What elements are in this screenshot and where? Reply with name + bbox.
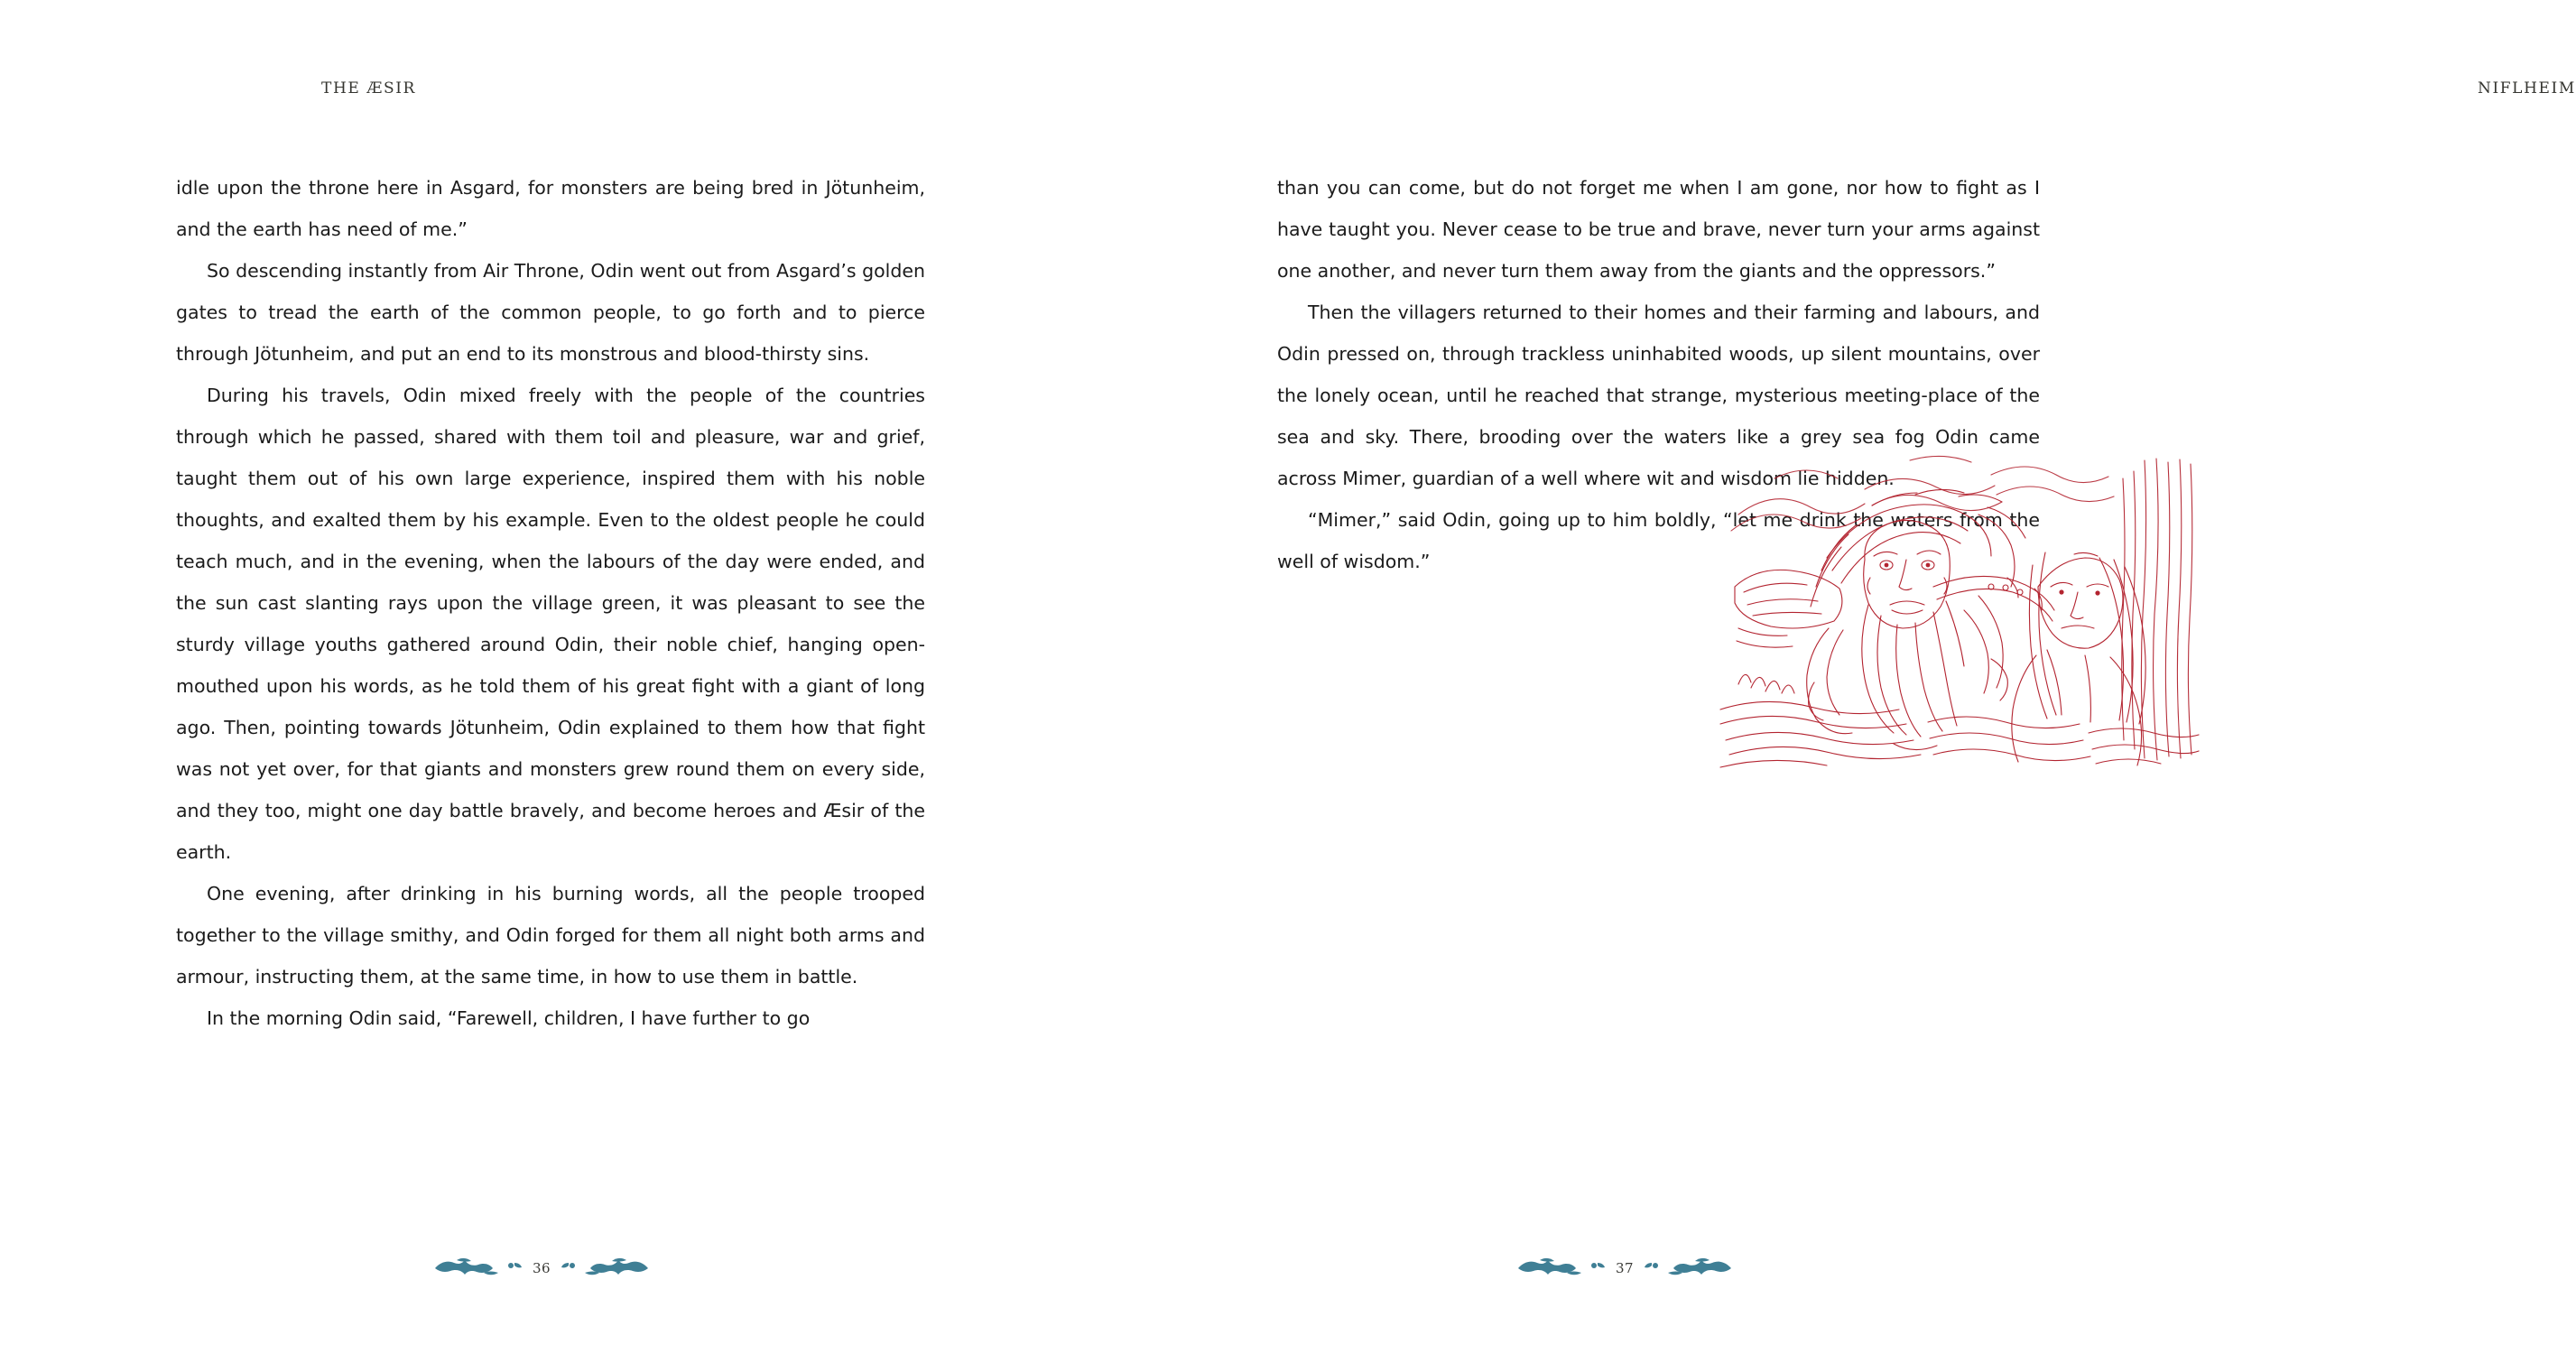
paragraph: During his travels, Odin mixed freely with the people of the countries through which he passed, shared with them toil and pleasure, war and grief, taught them out of his own large experience, inspired them with his noble thoughts, and exalted them by his example. Even to the oldest people he could teach much, and in the evening, when the labours of the day were ended, and the sun cast slanting rays upon the village green, it was pleasant to see the sturdy village youths gathered around Odin, their noble chief, hanging open-mouthed upon his words, as he told them of his great fight with a giant of long ago. Then, pointing towards Jötunheim, Odin explained to them how that fight was not yet over, for that giants and monsters grew round them on every side, and they too, might one day battle bravely, and become heroes and Æsir of the earth.: [176, 385, 925, 863]
running-head-right: NIFLHEIM: [2478, 79, 2576, 97]
illustration-odin-and-mimer: [1720, 451, 2199, 772]
left-page-content: [176, 0, 925, 1354]
ornament-right-icon: [561, 1253, 652, 1284]
ornament-left-icon: [1515, 1253, 1605, 1284]
paragraph: So descending instantly from Air Throne, Odin went out from Asgard’s golden gates to tread the earth of the common people, to go forth and to pierce through Jötunheim, and put an end to its monstrous and blood-thirsty sins.: [176, 260, 925, 365]
left-body-text: [176, 167, 925, 1039]
paragraph: than you can come, but do not forget me when I am gone, nor how to fight as I have taught you. Never cease to be true and brave, never turn your arms against one another, and never turn them away from the giants and the oppressors.”: [1277, 177, 2040, 282]
page-number: 36: [532, 1260, 551, 1276]
folio-left: [0, 1253, 1083, 1284]
paragraph: Then the villagers returned to their homes and their farming and labours, and Odin pressed on, through trackless uninhabited woods, up silent mountains, over the lonely ocean, until he reached that strange, mysterious meeting-place of the sea and sky. There, brooding over the waters like a grey sea fog Odin came across Mimer, guardian of a well where wit and wisdom lie hidden.: [1277, 301, 2040, 489]
folio-right: [1083, 1253, 2166, 1284]
ornament-left-icon: [431, 1253, 522, 1284]
paragraph: One evening, after drinking in his burning words, all the people trooped together to the village smithy, and Odin forged for them all night both arms and armour, instructing them, at the same time, in how to use them in battle.: [176, 883, 925, 988]
paragraph: idle upon the throne here in Asgard, for monsters are being bred in Jötunheim, and the earth has need of me.”: [176, 177, 925, 240]
page-number: 37: [1615, 1260, 1635, 1276]
right-page: [1083, 0, 2576, 1354]
paragraph: “Mimer,” said Odin, going up to him boldly, “let me drink the waters from the well of wisdom.”: [1277, 509, 2040, 572]
running-head-left: THE ÆSIR: [321, 79, 416, 97]
ornament-right-icon: [1645, 1253, 1735, 1284]
left-page: [0, 0, 1083, 1354]
paragraph: In the morning Odin said, “Farewell, children, I have further to go: [207, 1007, 811, 1029]
